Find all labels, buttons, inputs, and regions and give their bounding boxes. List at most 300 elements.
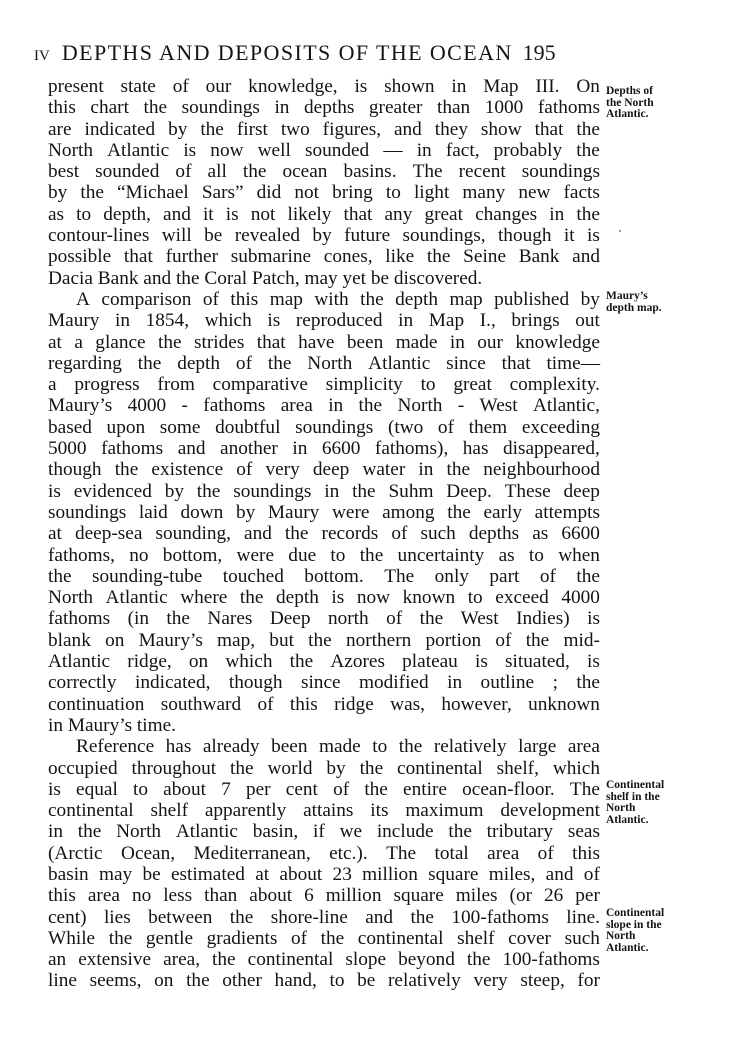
- word: like: [385, 246, 415, 268]
- word: among: [382, 501, 435, 523]
- word: entire: [403, 778, 447, 800]
- word: likely: [287, 203, 332, 225]
- word: in: [398, 310, 414, 332]
- word: of: [236, 459, 253, 481]
- word: While: [48, 927, 96, 949]
- word: gentle: [145, 927, 194, 949]
- word: soundings: [521, 161, 600, 183]
- word: depth: [177, 352, 221, 374]
- word: the: [242, 161, 267, 183]
- word: be: [204, 225, 223, 247]
- word: at: [255, 863, 270, 885]
- word: equal: [76, 778, 118, 800]
- text-line: [48, 76, 600, 97]
- word: revealed: [234, 225, 301, 247]
- word: in: [274, 97, 290, 119]
- word: to: [330, 544, 346, 566]
- word: such: [564, 927, 600, 949]
- word: area: [487, 842, 520, 864]
- word: to: [329, 970, 345, 992]
- text-line: [48, 885, 600, 906]
- word: relatively: [433, 736, 507, 758]
- word: 100-fathoms: [502, 949, 600, 971]
- text-line: [48, 779, 600, 800]
- word: shelf: [150, 800, 188, 822]
- word: to: [76, 203, 92, 225]
- word: indicated: [84, 118, 156, 140]
- word: blank: [48, 629, 91, 651]
- word: estimated: [171, 863, 245, 885]
- word: on: [188, 651, 209, 673]
- text-line: [48, 161, 600, 182]
- word: be: [357, 970, 376, 992]
- word: will: [161, 225, 192, 247]
- word: glance: [95, 331, 146, 353]
- margin-note-line: North: [606, 930, 636, 942]
- word: cent): [48, 906, 87, 928]
- word: the: [230, 757, 254, 779]
- text-line: [48, 970, 600, 991]
- word: the: [419, 608, 444, 630]
- word: situated,: [505, 651, 570, 673]
- word: modified: [359, 672, 429, 694]
- word: is: [331, 587, 345, 609]
- word: of: [202, 288, 219, 310]
- word: Map: [428, 310, 465, 332]
- word: its: [370, 800, 389, 822]
- word: shore-line: [270, 906, 348, 928]
- word: (or: [509, 885, 533, 907]
- word: world: [267, 757, 313, 779]
- word: no: [131, 885, 152, 907]
- word: of: [437, 416, 454, 438]
- text-line: in Maury’s time.: [48, 714, 176, 736]
- word: sounding,: [155, 523, 231, 545]
- word: unknown: [528, 693, 600, 715]
- word: soundings: [48, 501, 127, 523]
- word: large: [518, 736, 557, 758]
- word: all: [207, 161, 227, 183]
- word: —: [383, 139, 403, 161]
- word: as: [498, 544, 515, 566]
- word: we: [339, 821, 363, 843]
- word: though: [48, 459, 102, 481]
- word: them: [468, 416, 508, 438]
- word: North: [48, 139, 93, 161]
- word: now: [210, 139, 244, 161]
- word: per: [575, 885, 600, 907]
- word: in: [48, 821, 63, 843]
- word: and: [572, 246, 600, 268]
- word: the: [364, 778, 388, 800]
- text-line: [48, 289, 600, 310]
- word: is: [48, 778, 61, 800]
- word: Bank: [518, 246, 560, 268]
- word: Deep: [269, 608, 311, 630]
- word: the: [576, 118, 600, 140]
- word: These: [504, 480, 551, 502]
- word: Atlantic: [105, 587, 168, 609]
- word: depth,: [103, 203, 151, 225]
- word: soundings,: [402, 225, 486, 247]
- word: fathoms),: [374, 438, 449, 460]
- word: by: [580, 288, 600, 310]
- word: chart: [90, 97, 129, 119]
- word: for: [577, 970, 600, 992]
- word: the: [360, 288, 384, 310]
- word: two: [280, 118, 310, 140]
- word: the: [446, 459, 471, 481]
- word: ;: [552, 672, 558, 694]
- word: uncertainty: [397, 544, 485, 566]
- word: North: [307, 352, 353, 374]
- word: since: [300, 672, 341, 694]
- word: comparison: [101, 288, 192, 310]
- word: state: [120, 76, 156, 97]
- word: in: [324, 480, 340, 502]
- word: and: [177, 438, 206, 460]
- word: bottom.: [304, 565, 364, 587]
- word: the: [137, 352, 162, 374]
- word: square: [428, 863, 479, 885]
- word: exceeding: [521, 416, 600, 438]
- word: map: [449, 288, 483, 310]
- word: 4000: [127, 395, 167, 417]
- word: part: [489, 565, 520, 587]
- word: gradients: [206, 927, 278, 949]
- margin-note-line: shelf in the: [606, 790, 660, 803]
- word: Azores: [330, 651, 385, 673]
- word: already: [202, 736, 260, 758]
- word: on: [105, 629, 125, 651]
- word: the: [186, 970, 210, 992]
- margin-note-maury: [606, 291, 716, 314]
- word: about: [163, 778, 206, 800]
- text-line: [48, 800, 600, 821]
- word: to: [420, 374, 436, 396]
- word: have: [298, 331, 335, 353]
- word: lies: [103, 906, 131, 928]
- text-line: [48, 97, 600, 118]
- text-line: [48, 907, 600, 928]
- word: 6600: [561, 523, 600, 545]
- word: evidenced: [73, 480, 152, 502]
- word: this: [289, 693, 318, 715]
- text-line: [48, 353, 600, 374]
- margin-note-line: Atlantic.: [606, 108, 649, 120]
- word: area: [87, 885, 120, 907]
- word: great: [453, 374, 492, 396]
- word: and: [545, 863, 574, 885]
- word: an: [48, 949, 67, 971]
- word: laid: [138, 501, 168, 523]
- word: the: [359, 544, 384, 566]
- word: submarine: [230, 246, 312, 268]
- word: changes: [475, 203, 538, 225]
- word: North: [48, 587, 93, 609]
- word: sounding-tube: [92, 565, 203, 587]
- word: at: [48, 523, 62, 545]
- word: continental: [357, 927, 444, 949]
- word: relatively: [387, 970, 461, 992]
- word: which: [225, 651, 273, 673]
- word: III.: [535, 76, 560, 97]
- word: well: [257, 139, 291, 161]
- word: based: [48, 416, 92, 438]
- word: Atlantic: [175, 821, 238, 843]
- word: is: [183, 139, 197, 161]
- word: facts: [563, 182, 600, 204]
- word: in: [292, 438, 308, 460]
- word: made: [318, 736, 361, 758]
- word: depth: [395, 288, 438, 310]
- word: per: [245, 778, 271, 800]
- word: deep-sea: [74, 523, 143, 545]
- word: from: [157, 374, 195, 396]
- word: early: [483, 501, 522, 523]
- word: and: [244, 523, 272, 545]
- text-line: [48, 459, 600, 480]
- word: existence: [151, 459, 224, 481]
- word: been: [346, 331, 384, 353]
- word: regarding: [48, 352, 122, 374]
- word: of: [391, 523, 408, 545]
- text-line: [48, 119, 600, 140]
- word: published: [494, 288, 570, 310]
- word: tributary: [486, 821, 554, 843]
- word: seems,: [89, 970, 142, 992]
- word: is: [267, 310, 281, 332]
- word: may: [99, 863, 133, 885]
- word: due: [288, 544, 317, 566]
- word: The: [386, 842, 417, 864]
- text-line: [48, 310, 600, 331]
- word: as: [48, 203, 65, 225]
- word: be: [142, 863, 161, 885]
- word: this: [230, 288, 259, 310]
- word: the: [525, 629, 550, 651]
- text-line: [48, 949, 600, 970]
- word: great: [424, 203, 463, 225]
- word: in: [418, 459, 434, 481]
- word: Maury: [48, 310, 100, 332]
- word: by: [164, 480, 184, 502]
- word: doubtful: [215, 416, 281, 438]
- word: the: [284, 523, 309, 545]
- word: shown: [384, 76, 435, 97]
- word: complexity.: [509, 374, 600, 396]
- word: it: [563, 225, 575, 247]
- word: time—: [546, 352, 600, 374]
- word: the: [80, 182, 104, 204]
- word: miles: [455, 885, 498, 907]
- word: greater: [368, 97, 423, 119]
- word: some: [159, 416, 201, 438]
- word: development: [500, 800, 600, 822]
- word: Deep.: [446, 480, 492, 502]
- word: Indies): [516, 608, 570, 630]
- word: show: [480, 118, 522, 140]
- word: line.: [566, 906, 600, 928]
- word: by: [168, 118, 188, 140]
- word: of: [175, 161, 192, 183]
- word: Map: [483, 76, 519, 97]
- print-speck: [619, 230, 621, 232]
- word: in: [416, 139, 432, 161]
- margin-note-line: slope in the: [606, 918, 662, 931]
- word: future: [344, 225, 391, 247]
- word: is: [354, 76, 368, 97]
- word: were: [236, 544, 275, 566]
- word: ridge: [334, 693, 374, 715]
- margin-note-line: Depths of: [606, 85, 653, 97]
- word: touched: [222, 565, 284, 587]
- word: the: [320, 927, 345, 949]
- word: in: [549, 203, 565, 225]
- word: maximum: [405, 800, 484, 822]
- word: the: [239, 587, 264, 609]
- word: extensive: [78, 949, 152, 971]
- word: of: [172, 76, 189, 97]
- text-line: [48, 140, 600, 161]
- word: is: [587, 225, 600, 247]
- word: attempts: [534, 501, 600, 523]
- word: between: [148, 906, 213, 928]
- word: not: [250, 203, 276, 225]
- word: (two: [387, 416, 424, 438]
- word: our: [205, 76, 232, 97]
- word: portion: [425, 629, 482, 651]
- word: light: [413, 182, 450, 204]
- word: a: [48, 374, 57, 396]
- word: the: [114, 459, 139, 481]
- text-line: [48, 417, 600, 438]
- word: 26: [544, 885, 564, 907]
- word: total: [434, 842, 469, 864]
- running-title: DEPTHS AND DEPOSITS OF THE OCEAN: [61, 40, 513, 65]
- word: of: [495, 629, 512, 651]
- word: fact,: [445, 139, 480, 161]
- word: continental: [48, 800, 134, 822]
- word: deep: [312, 459, 350, 481]
- word: made: [395, 331, 438, 353]
- word: recent: [458, 161, 506, 183]
- word: seas: [567, 821, 600, 843]
- word: continental: [397, 757, 483, 779]
- text-line: [48, 204, 600, 225]
- word: throughout: [131, 757, 217, 779]
- margin-note-depths: [606, 86, 716, 121]
- word: very: [473, 970, 508, 992]
- word: with: [314, 288, 349, 310]
- word: attains: [303, 800, 354, 822]
- word: that: [501, 352, 531, 374]
- text-line: [48, 332, 600, 353]
- word: another: [220, 438, 278, 460]
- word: depth: [276, 587, 319, 609]
- word: ocean: [282, 161, 328, 183]
- margin-note-line: depth map.: [606, 301, 662, 314]
- word: “Michael: [117, 182, 189, 204]
- word: sounded: [304, 139, 370, 161]
- word: Maury’s: [138, 629, 203, 651]
- text-line: [48, 630, 600, 651]
- word: soundings: [181, 97, 260, 119]
- text-line: [48, 481, 600, 502]
- word: that: [534, 118, 564, 140]
- text-line: [48, 395, 600, 416]
- text-line: [48, 587, 600, 608]
- word: cones,: [323, 246, 373, 268]
- margin-note-line: Continental: [606, 779, 665, 791]
- word: fathoms: [48, 608, 111, 630]
- word: and: [393, 118, 422, 140]
- word: a: [74, 331, 83, 353]
- word: many: [462, 182, 506, 204]
- word: by: [326, 757, 346, 779]
- word: as: [532, 523, 549, 545]
- word: probably: [493, 139, 563, 161]
- chapter-number: IV: [34, 48, 50, 64]
- word: knowledge: [515, 331, 600, 353]
- word: apparently: [204, 800, 287, 822]
- word: of: [333, 778, 350, 800]
- word: map,: [217, 629, 256, 651]
- word: 6: [304, 885, 314, 907]
- word: to: [467, 587, 483, 609]
- word: such: [420, 523, 456, 545]
- text-line: [48, 566, 600, 587]
- word: include: [376, 821, 434, 843]
- word: deep: [563, 480, 600, 502]
- text-line: [48, 246, 600, 267]
- word: to: [132, 778, 148, 800]
- word: 1854,: [145, 310, 190, 332]
- word: basins.: [343, 161, 397, 183]
- word: any: [384, 203, 413, 225]
- word: Atlantic: [48, 651, 111, 673]
- word: the: [352, 480, 376, 502]
- text-line: [48, 608, 600, 629]
- word: slope: [345, 949, 387, 971]
- word: northern: [345, 629, 412, 651]
- word: not: [294, 182, 320, 204]
- text-line: [48, 545, 600, 566]
- word: square: [393, 885, 444, 907]
- margin-note-line: Atlantic.: [606, 941, 649, 954]
- word: is: [587, 608, 600, 630]
- word: comparative: [212, 374, 308, 396]
- word: present: [48, 76, 104, 97]
- word: Nares: [207, 608, 253, 630]
- word: the: [576, 565, 600, 587]
- word: less: [163, 885, 193, 907]
- text-line: Dacia Bank and the Coral Patch, may yet be discovered.: [48, 267, 483, 289]
- word: million: [325, 885, 382, 907]
- word: to: [385, 182, 401, 204]
- word: disappeared,: [502, 438, 600, 460]
- word: 5000: [48, 438, 87, 460]
- word: million: [362, 863, 418, 885]
- word: knowledge,: [248, 76, 338, 97]
- word: West: [479, 395, 518, 417]
- word: figures,: [322, 118, 382, 140]
- word: The: [384, 565, 415, 587]
- word: is: [587, 651, 600, 673]
- text-line: [48, 672, 600, 693]
- word: other: [222, 970, 262, 992]
- word: first: [236, 118, 268, 140]
